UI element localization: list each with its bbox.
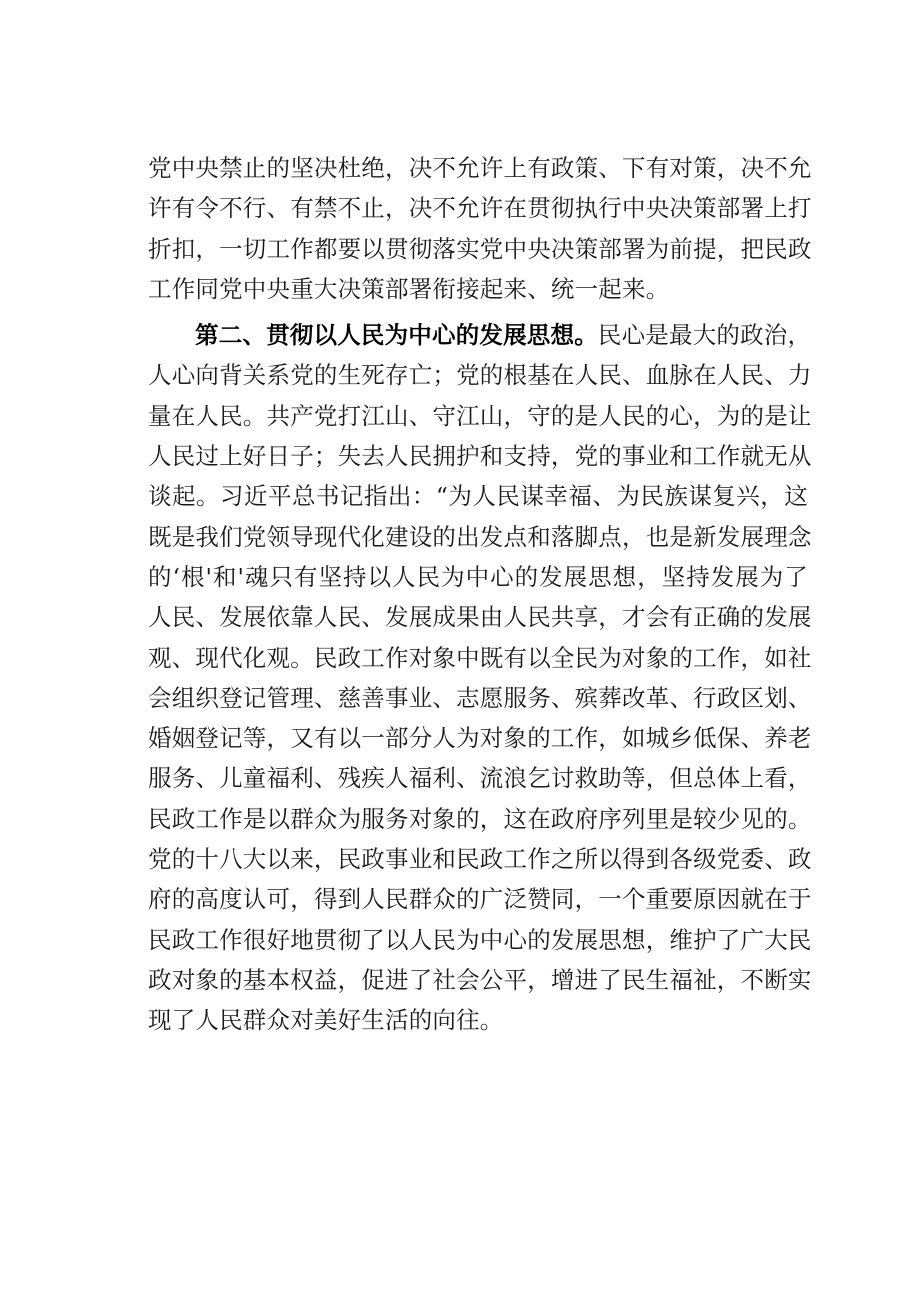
paragraph-first-line <box>148 315 812 355</box>
paragraph-line: 府的高度认可，得到人民群众的广泛赞同，一个重要原因就在于 <box>148 885 812 914</box>
paragraph-line: 人民、发展依靠人民、发展成果由人民共享，才会有正确的发展 <box>148 603 812 632</box>
paragraph-line: 服务、儿童福利、残疾人福利、流浪乞讨救助等，但总体上看， <box>148 764 812 793</box>
paragraph-line: 会组织登记管理、慈善事业、志愿服务、殡葬改革、行政区划、 <box>148 683 812 712</box>
paragraph-line-rest: 民心是最大的政治， <box>597 321 812 350</box>
paragraph-line: 谈起。习近平总书记指出：“为人民谋幸福、为民族谋复兴，这 <box>148 482 808 511</box>
paragraph-line: 民政工作很好地贯彻了以人民为中心的发展思想，维护了广大民 <box>148 925 812 954</box>
paragraph-line: 党的十八大以来，民政事业和民政工作之所以得到各级党委、政 <box>148 845 812 874</box>
paragraph-line: 人民过上好日子；失去人民拥护和支持，党的事业和工作就无从 <box>148 442 812 471</box>
paragraph-line: 婚姻登记等，又有以一部分人为对象的工作，如城乡低保、养老 <box>148 724 812 753</box>
paragraph-line: 工作同党中央重大决策部署衔接起来、统一起来。 <box>148 274 670 303</box>
paragraph-line: 现了人民群众对美好生活的向往。 <box>148 1006 504 1035</box>
paragraph-line: 既是我们党领导现代化建设的出发点和落脚点，也是新发展理念 <box>148 522 812 551</box>
paragraph-line: 许有令不行、有禁不止，决不允许在贯彻执行中央决策部署上打 <box>148 194 812 223</box>
paragraph-line: 量在人民。共产党打江山、守江山，守的是人民的心，为的是让 <box>148 401 812 430</box>
paragraph-line: 的‘根'和'魂只有坚持以人民为中心的发展思想，坚持发展为了 <box>148 562 808 591</box>
paragraph-line: 政对象的基本权益，促进了社会公平，增进了民生福祉，不断实 <box>148 965 812 994</box>
paragraph-line: 折扣，一切工作都要以贯彻落实党中央决策部署为前提，把民政 <box>148 234 812 263</box>
document-body <box>148 148 812 1041</box>
paragraph-line: 党中央禁止的坚决杜绝，决不允许上有政策、下有对策，决不允 <box>148 154 812 182</box>
paragraph-line: 观、现代化观。民政工作对象中既有以全民为对象的工作，如社 <box>148 643 812 672</box>
paragraph-1 <box>148 148 812 309</box>
section-heading: 第二、贯彻以人民为中心的发展思想。 <box>195 321 598 350</box>
paragraph-line: 民政工作是以群众为服务对象的，这在政府序列里是较少见的。 <box>148 804 812 833</box>
paragraph-line: 人心向背关系党的生死存亡；党的根基在人民、血脉在人民、力 <box>148 361 812 390</box>
paragraph-2 <box>148 315 812 1040</box>
